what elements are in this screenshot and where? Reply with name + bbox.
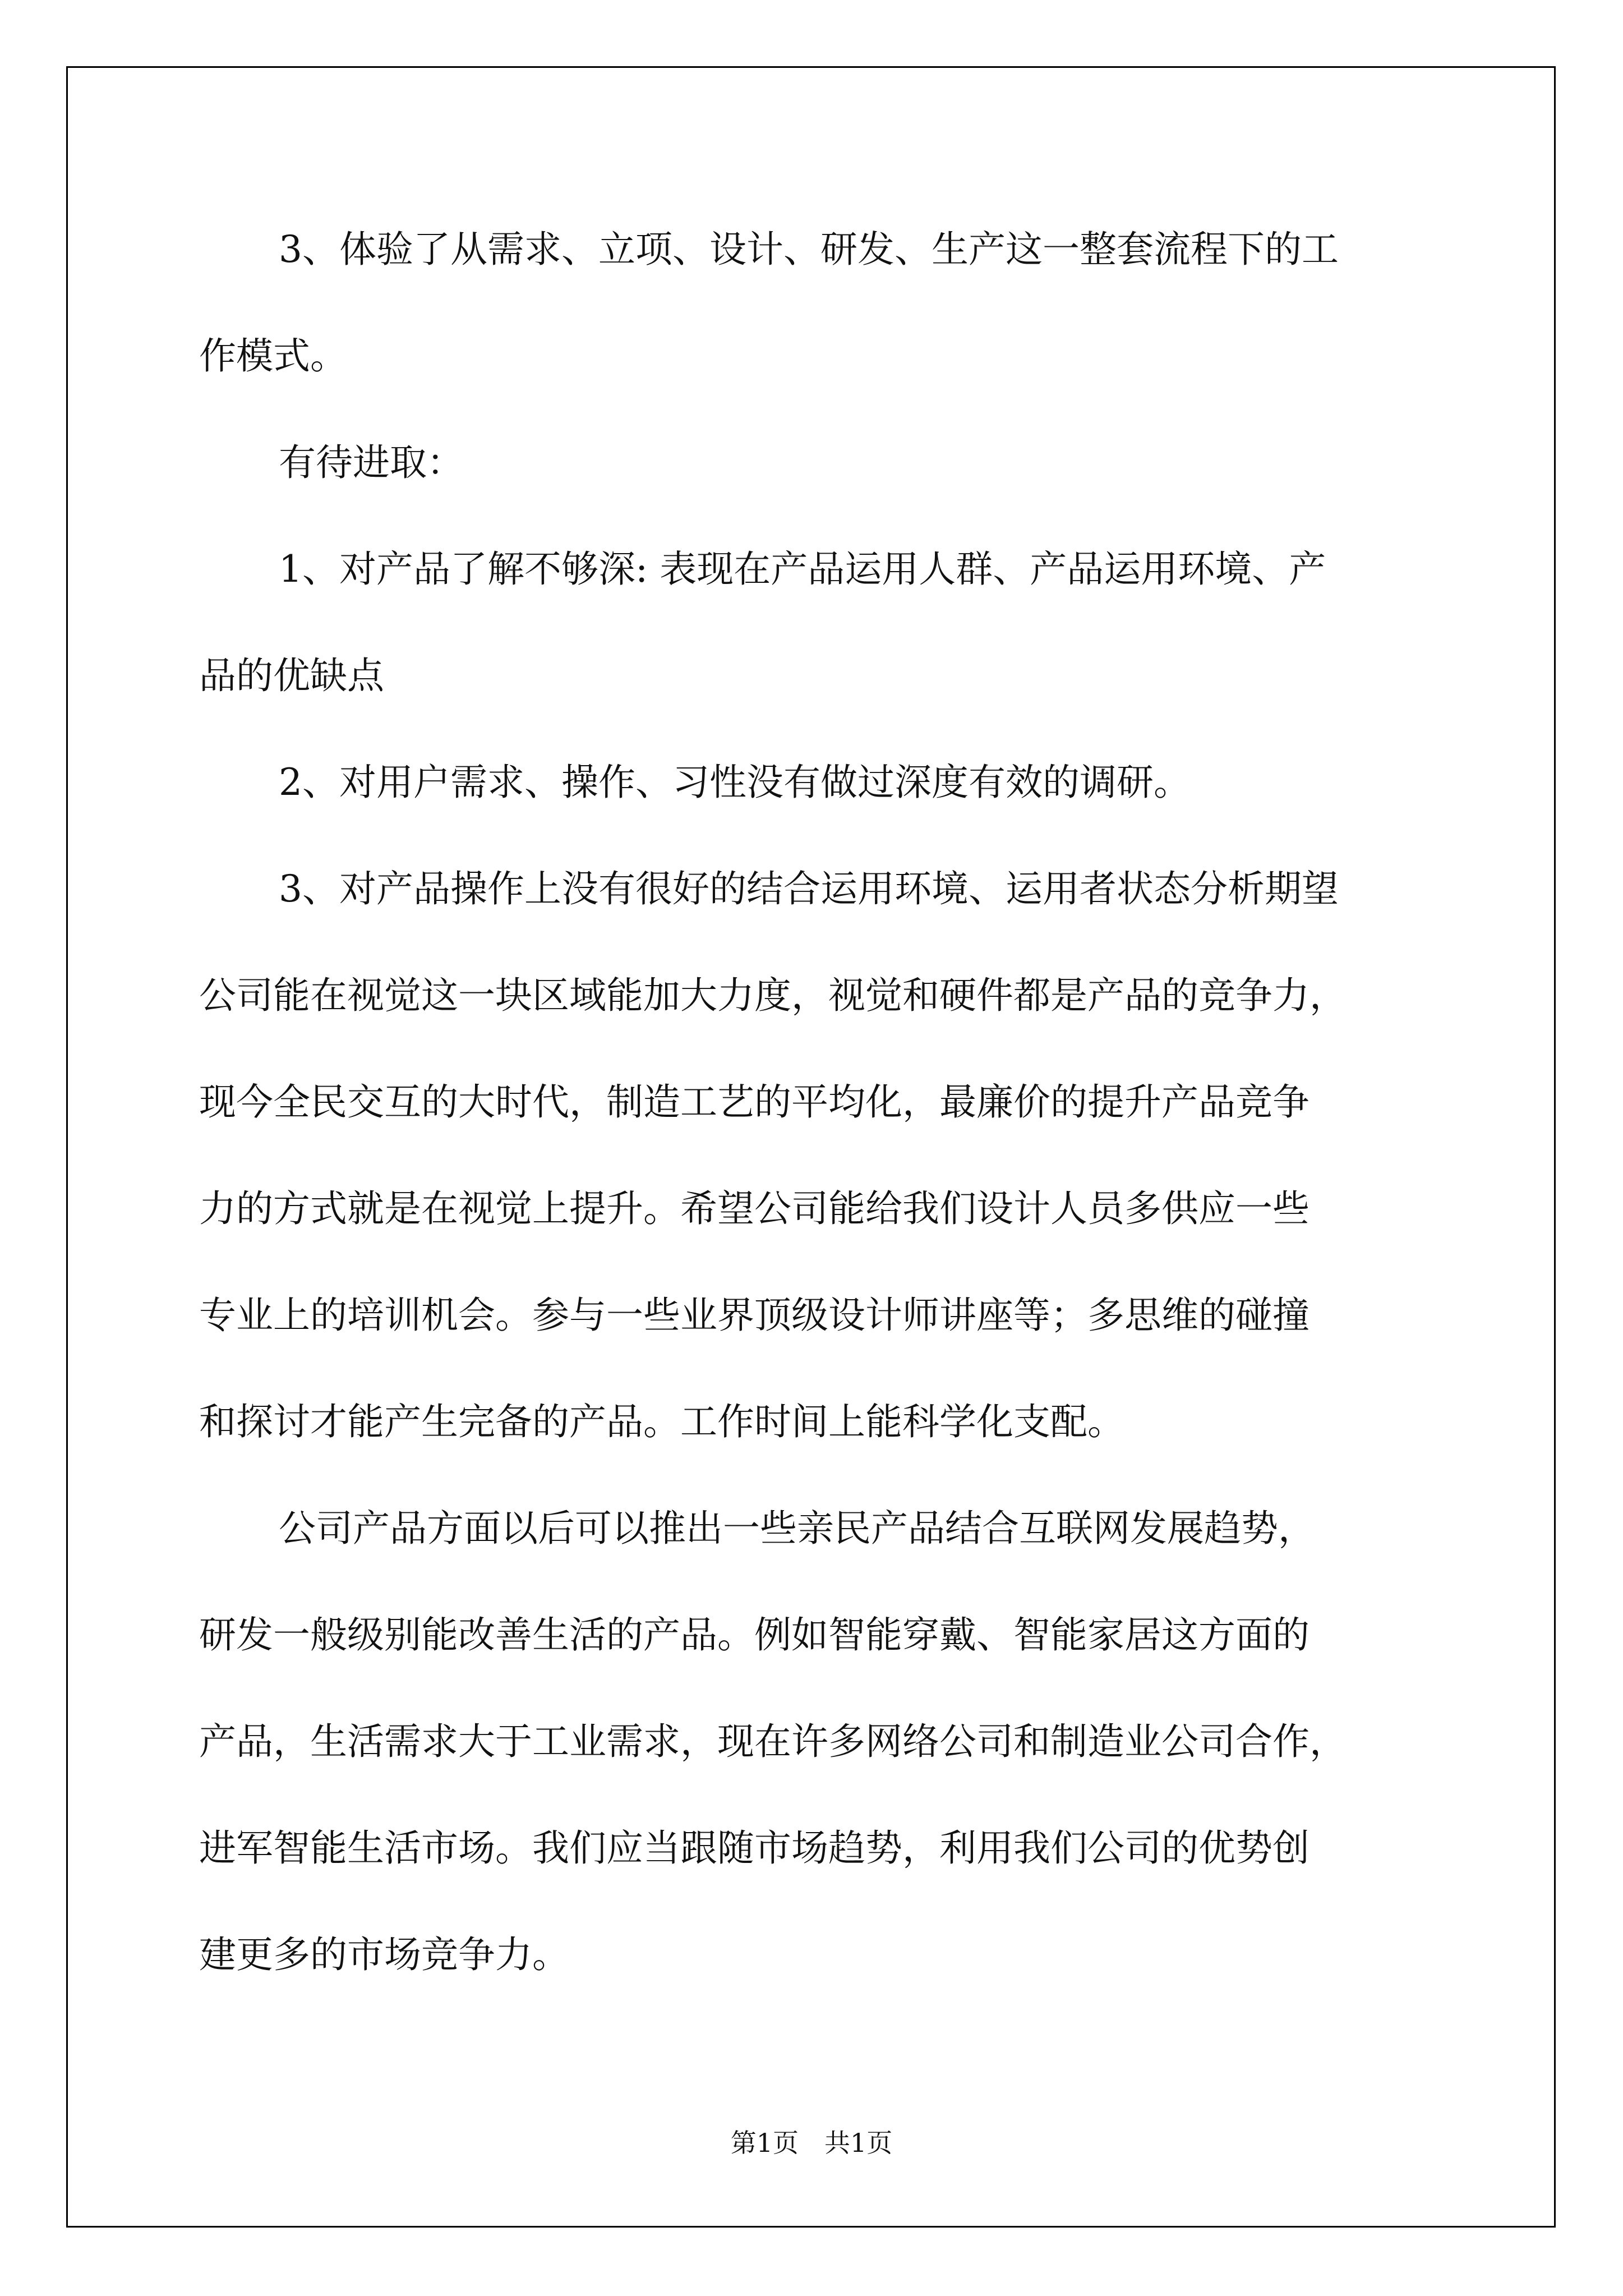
paragraph-line: 产品，生活需求大于工业需求，现在许多网络公司和制造业公司合作，	[199, 1720, 1347, 1763]
page-number-footer: 第1页 共1页	[730, 2128, 893, 2158]
paragraph-line: 公司能在视觉这一块区域能加大力度，视觉和硬件都是产品的竞争力，	[199, 974, 1347, 1017]
page-border	[66, 66, 1556, 2228]
paragraph-line: 3、对产品操作上没有很好的结合运用环境、运用者状态分析期望	[279, 867, 1339, 910]
paragraph-line: 现今全民交互的大时代，制造工艺的平均化，最廉价的提升产品竞争	[199, 1080, 1310, 1124]
paragraph-line: 3、体验了从需求、立项、设计、研发、生产这一整套流程下的工	[279, 228, 1339, 271]
paragraph-line: 研发一般级别能改善生活的产品。例如智能穿戴、智能家居这方面的	[199, 1613, 1310, 1657]
paragraph-line: 1、对产品了解不够深: 表现在产品运用人群、产品运用环境、产	[279, 547, 1326, 591]
paragraph-line: 建更多的市场竞争力。	[199, 1933, 569, 1976]
paragraph-line: 2、对用户需求、操作、习性没有做过深度有效的调研。	[279, 761, 1191, 804]
paragraph-line: 和探讨才能产生完备的产品。工作时间上能科学化支配。	[199, 1400, 1124, 1443]
paragraph-line: 作模式。	[199, 334, 347, 378]
paragraph-line: 公司产品方面以后可以推出一些亲民产品结合互联网发展趋势，	[279, 1507, 1315, 1550]
section-heading: 有待进取：	[279, 441, 464, 484]
paragraph-line: 力的方式就是在视觉上提升。希望公司能给我们设计人员多供应一些	[199, 1187, 1310, 1230]
paragraph-line: 进军智能生活市场。我们应当跟随市场趋势，利用我们公司的优势创	[199, 1826, 1310, 1870]
paragraph-line: 品的优缺点	[199, 654, 384, 697]
paragraph-line: 专业上的培训机会。参与一些业界顶级设计师讲座等；多思维的碰撞	[199, 1294, 1310, 1337]
